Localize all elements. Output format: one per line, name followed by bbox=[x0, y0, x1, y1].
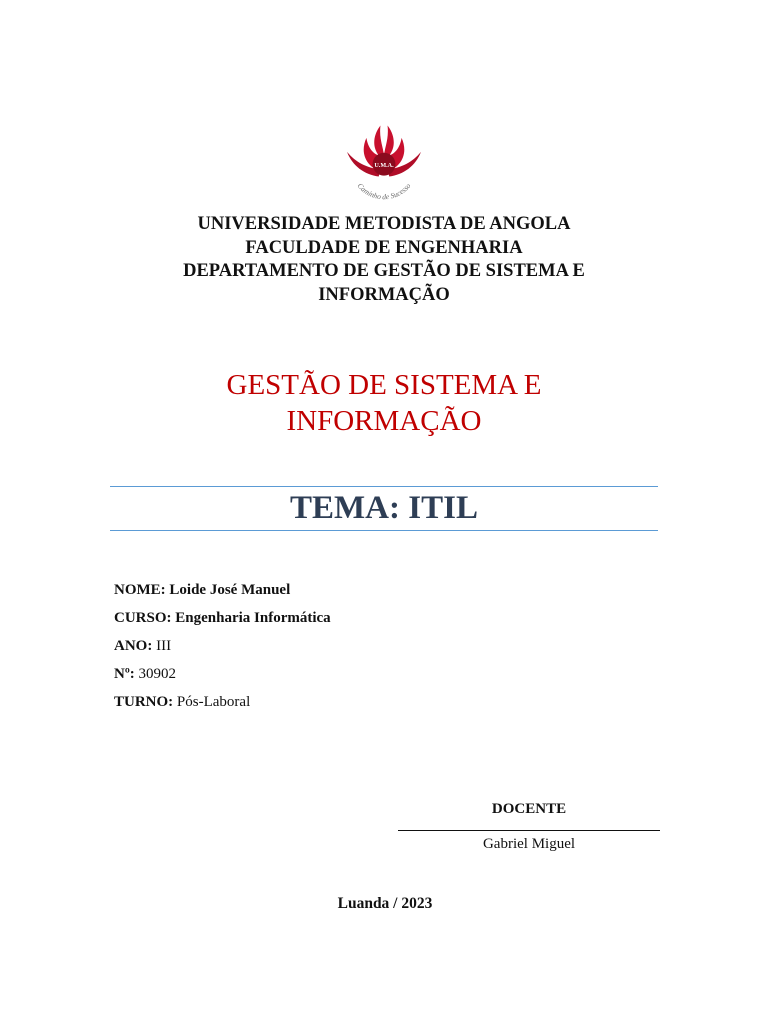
ano-label: ANO: bbox=[114, 638, 153, 654]
place-year: Luanda / 2023 bbox=[337, 895, 433, 912]
uma-logo bbox=[340, 122, 428, 210]
subject-line-2: INFORMAÇÃO bbox=[286, 405, 482, 437]
institution-header bbox=[0, 213, 768, 307]
faculty-name: FACULDADE DE ENGENHARIA bbox=[245, 237, 523, 258]
ano-row bbox=[114, 632, 331, 660]
curso-row bbox=[114, 604, 331, 632]
numero-row bbox=[114, 660, 331, 688]
nome-value: Loide José Manuel bbox=[169, 582, 291, 598]
turno-value: Pós-Laboral bbox=[176, 694, 251, 710]
turno-row bbox=[114, 688, 331, 716]
nome-label: NOME: bbox=[114, 582, 166, 598]
student-info bbox=[114, 576, 331, 716]
docente-block bbox=[398, 798, 660, 854]
logo-motto: Caminho de Sucesso bbox=[355, 181, 413, 202]
nome-row bbox=[114, 576, 331, 604]
numero-label: Nº: bbox=[114, 666, 135, 682]
docente-name: Gabriel Miguel bbox=[482, 836, 576, 852]
curso-value: Engenharia Informática bbox=[175, 610, 331, 626]
curso-label: CURSO: bbox=[114, 610, 172, 626]
tema-bottom-rule bbox=[110, 530, 658, 531]
numero-value: 30902 bbox=[138, 666, 177, 682]
department-name-line-2: INFORMAÇÃO bbox=[318, 284, 450, 305]
docente-title: DOCENTE bbox=[491, 801, 567, 817]
tema-title: TEMA: ITIL bbox=[290, 490, 478, 526]
signature-line bbox=[398, 830, 660, 831]
subject-line-1: GESTÃO DE SISTEMA E bbox=[226, 369, 542, 401]
department-name-line-1: DEPARTAMENTO DE GESTÃO DE SISTEMA E bbox=[183, 261, 585, 281]
turno-label: TURNO: bbox=[114, 694, 174, 710]
university-name: UNIVERSIDADE METODISTA DE ANGOLA bbox=[197, 214, 571, 234]
subject-title bbox=[0, 367, 768, 439]
ano-value: III bbox=[156, 638, 172, 654]
logo-initials: U.M.A. bbox=[374, 162, 394, 169]
